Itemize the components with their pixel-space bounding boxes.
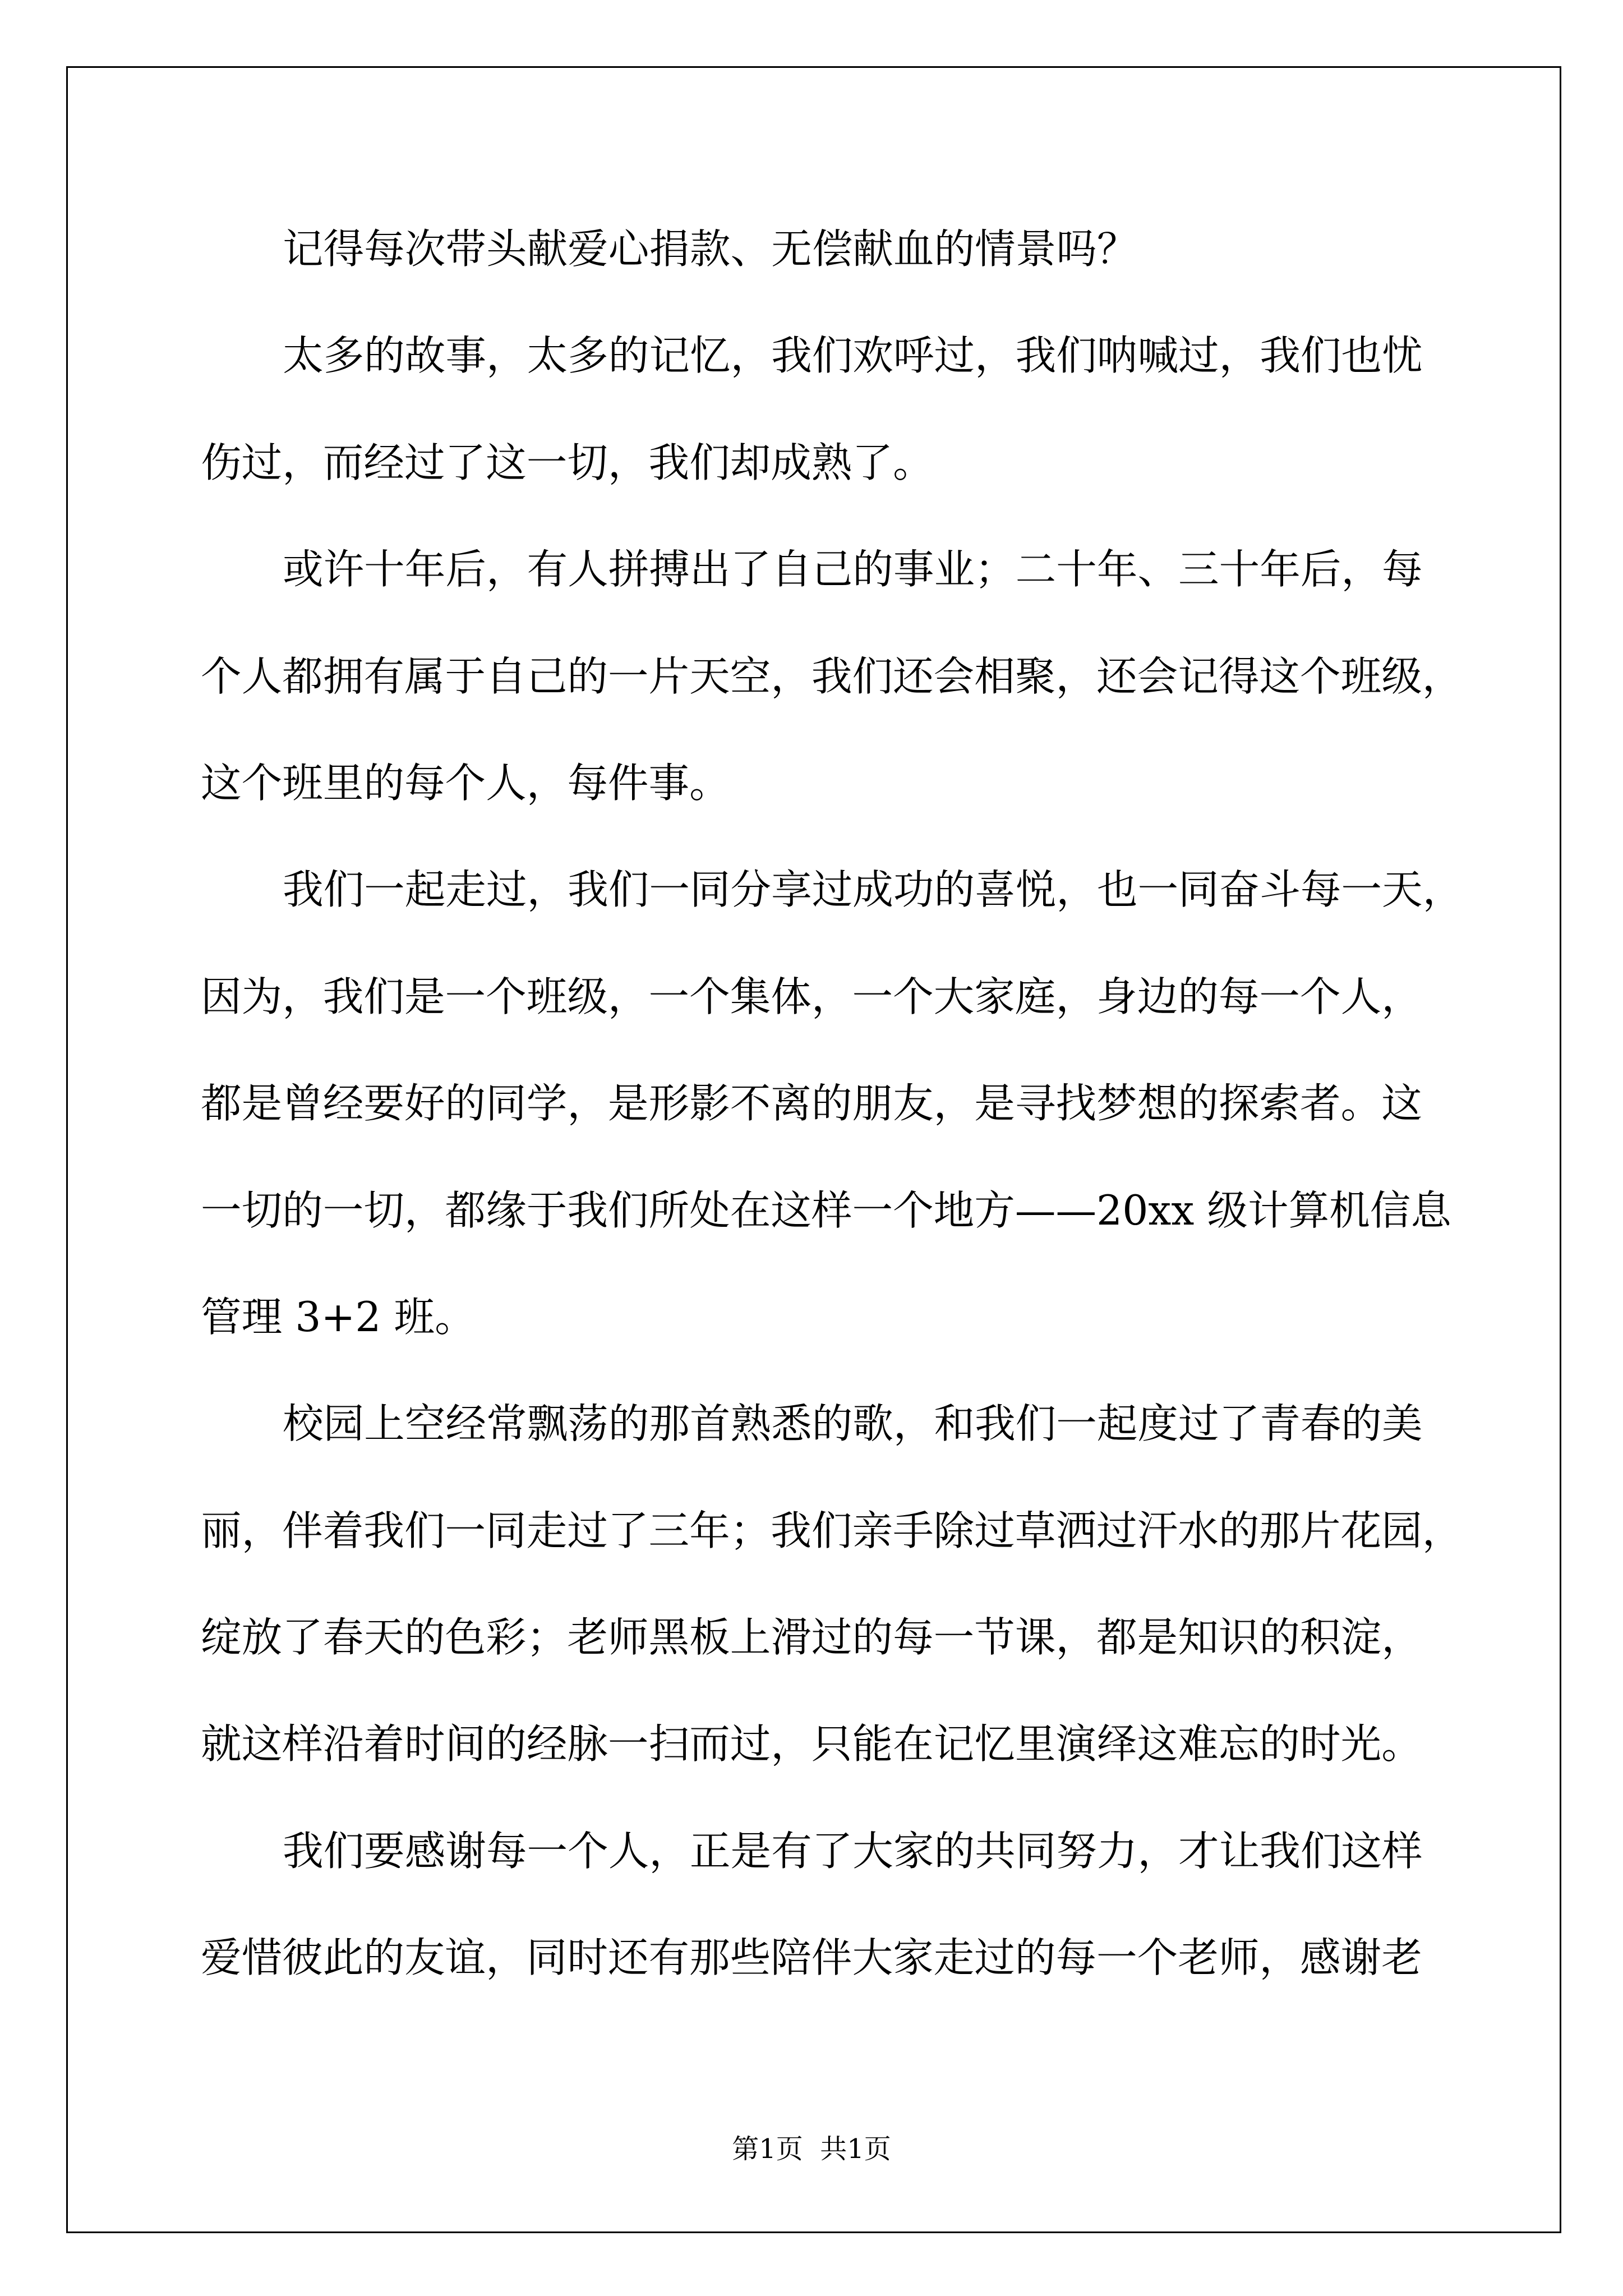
paragraph xyxy=(201,1798,1536,2012)
page-number: 第1页 共1页 xyxy=(732,2133,891,2165)
text-line: 伤过，而经过了这一切，我们却成熟了。 xyxy=(201,439,934,487)
text-line: 校园上空经常飘荡的那首熟悉的歌，和我们一起度过了青春的美 xyxy=(283,1401,1423,1448)
text-line: 我们一起走过，我们一同分享过成功的喜悦，也一同奋斗每一天， xyxy=(283,867,1464,914)
text-line: 绽放了春天的色彩；老师黑板上滑过的每一节课，都是知识的积淀， xyxy=(201,1614,1422,1662)
paragraph xyxy=(201,1371,1536,1798)
text-line: 记得每次带头献爱心捐款、无偿献血的情景吗？ xyxy=(283,226,1138,273)
paragraph xyxy=(201,837,1536,1371)
paragraph xyxy=(201,196,1536,303)
text-line: 个人都拥有属于自己的一片天空，我们还会相聚，还会记得这个班级， xyxy=(201,653,1463,701)
text-line: 太多的故事，太多的记忆，我们欢呼过，我们呐喊过，我们也忧 xyxy=(283,333,1423,380)
text-line: 管理 3+2 班。 xyxy=(201,1294,476,1341)
text-line: 这个班里的每个人，每件事。 xyxy=(201,760,730,807)
text-line: 或许十年后，有人拼搏出了自己的事业；二十年、三十年后，每 xyxy=(283,546,1423,594)
text-line: 都是曾经要好的同学，是形影不离的朋友，是寻找梦想的探索者。这 xyxy=(201,1080,1422,1128)
text-line: 因为，我们是一个班级，一个集体，一个大家庭，身边的每一个人， xyxy=(201,973,1422,1021)
text-line: 就这样沿着时间的经脉一扫而过，只能在记忆里演绎这难忘的时光。 xyxy=(201,1721,1422,1769)
text-line: 丽，伴着我们一同走过了三年；我们亲手除过草洒过汗水的那片花园， xyxy=(201,1507,1463,1555)
paragraph xyxy=(201,303,1536,517)
text-line: 爱惜彼此的友谊，同时还有那些陪伴大家走过的每一个老师，感谢老 xyxy=(201,1935,1422,1982)
document-body xyxy=(201,196,1536,2012)
text-line: 一切的一切，都缘于我们所处在这样一个地方——20xx 级计算机信息 xyxy=(201,1187,1451,1235)
text-line: 我们要感谢每一个人，正是有了大家的共同努力，才让我们这样 xyxy=(283,1828,1423,1875)
paragraph xyxy=(201,517,1536,837)
